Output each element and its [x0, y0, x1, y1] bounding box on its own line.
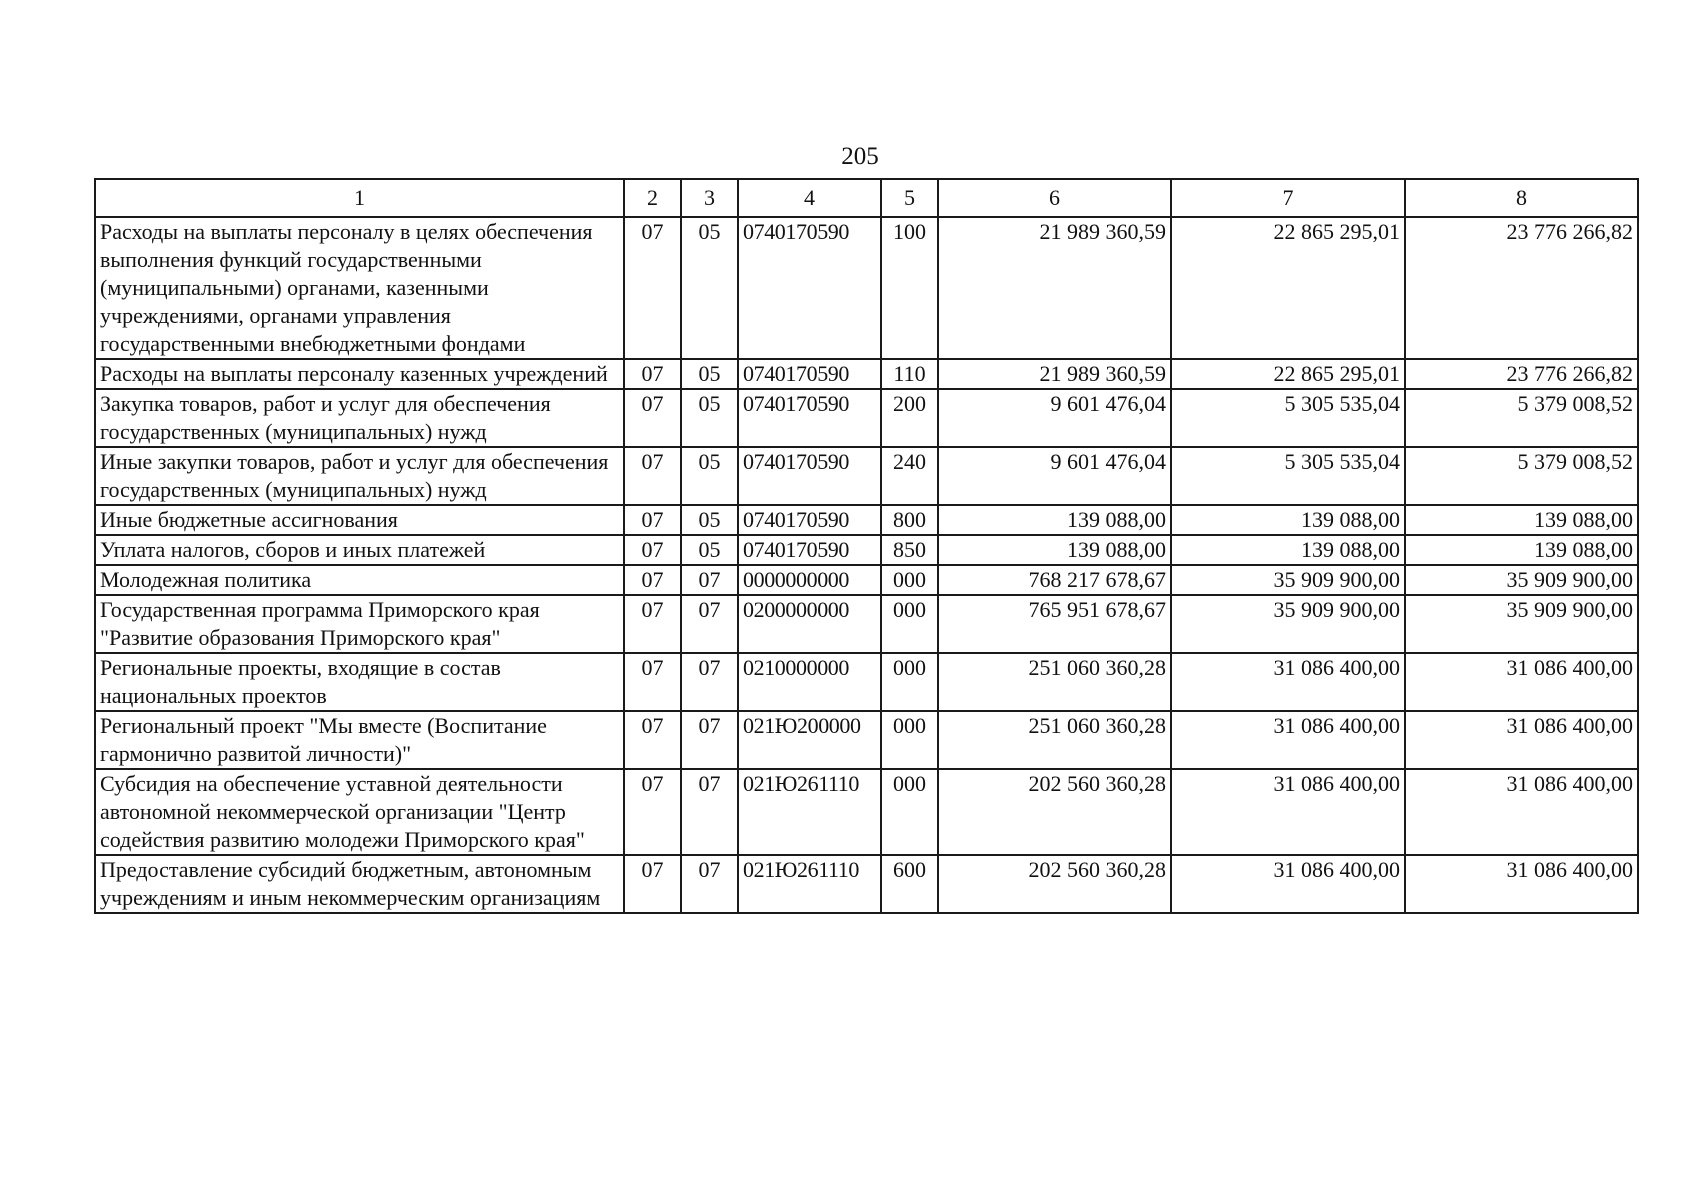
- section-code: 07: [624, 653, 681, 711]
- row-name: Государственная программа Приморского края "Развитие образования Приморского края": [95, 595, 624, 653]
- subsection-code: 05: [681, 535, 738, 565]
- amount-col-8: 5 379 008,52: [1405, 389, 1638, 447]
- expense-type-code: 000: [881, 595, 938, 653]
- expense-type-code: 000: [881, 769, 938, 855]
- row-name: Расходы на выплаты персоналу в целях обеспечения выполнения функций государственными (муниципальными) органами, казенными учреждениями, органами управления государственными внебюджетными фондами: [95, 217, 624, 359]
- section-code: 07: [624, 389, 681, 447]
- expense-type-code: 200: [881, 389, 938, 447]
- subsection-code: 07: [681, 855, 738, 913]
- expense-type-code: 110: [881, 359, 938, 389]
- target-code: 0740170590: [738, 505, 881, 535]
- column-header-8: 8: [1405, 179, 1638, 217]
- amount-col-8: 35 909 900,00: [1405, 595, 1638, 653]
- amount-col-8: 5 379 008,52: [1405, 447, 1638, 505]
- amount-col-8: 31 086 400,00: [1405, 769, 1638, 855]
- target-code: 0740170590: [738, 359, 881, 389]
- table-row: [95, 855, 1638, 913]
- amount-col-8: 31 086 400,00: [1405, 711, 1638, 769]
- amount-col-7: 139 088,00: [1171, 505, 1405, 535]
- target-code: 0210000000: [738, 653, 881, 711]
- section-code: 07: [624, 855, 681, 913]
- amount-col-6: 765 951 678,67: [938, 595, 1171, 653]
- subsection-code: 05: [681, 447, 738, 505]
- target-code: 0740170590: [738, 389, 881, 447]
- amount-col-6: 21 989 360,59: [938, 359, 1171, 389]
- table-row: [95, 359, 1638, 389]
- row-name: Молодежная политика: [95, 565, 624, 595]
- target-code: 0740170590: [738, 217, 881, 359]
- expense-type-code: 850: [881, 535, 938, 565]
- amount-col-6: 251 060 360,28: [938, 653, 1171, 711]
- target-code: 021Ю261110: [738, 769, 881, 855]
- table-row: [95, 595, 1638, 653]
- expense-type-code: 100: [881, 217, 938, 359]
- amount-col-8: 31 086 400,00: [1405, 855, 1638, 913]
- section-code: 07: [624, 595, 681, 653]
- table-row: [95, 505, 1638, 535]
- amount-col-8: 23 776 266,82: [1405, 217, 1638, 359]
- expense-type-code: 000: [881, 711, 938, 769]
- column-header-4: 4: [738, 179, 881, 217]
- amount-col-6: 139 088,00: [938, 535, 1171, 565]
- expense-type-code: 000: [881, 565, 938, 595]
- column-header-7: 7: [1171, 179, 1405, 217]
- section-code: 07: [624, 711, 681, 769]
- table-row: [95, 711, 1638, 769]
- row-name: Иные бюджетные ассигнования: [95, 505, 624, 535]
- target-code: 0740170590: [738, 535, 881, 565]
- amount-col-6: 768 217 678,67: [938, 565, 1171, 595]
- row-name: Региональные проекты, входящие в состав национальных проектов: [95, 653, 624, 711]
- amount-col-8: 23 776 266,82: [1405, 359, 1638, 389]
- expense-type-code: 240: [881, 447, 938, 505]
- amount-col-7: 31 086 400,00: [1171, 769, 1405, 855]
- expense-type-code: 600: [881, 855, 938, 913]
- amount-col-7: 31 086 400,00: [1171, 711, 1405, 769]
- table-row: [95, 447, 1638, 505]
- amount-col-7: 35 909 900,00: [1171, 565, 1405, 595]
- amount-col-8: 139 088,00: [1405, 535, 1638, 565]
- amount-col-8: 31 086 400,00: [1405, 653, 1638, 711]
- row-name: Расходы на выплаты персоналу казенных учреждений: [95, 359, 624, 389]
- section-code: 07: [624, 565, 681, 595]
- table-row: [95, 565, 1638, 595]
- column-header-2: 2: [624, 179, 681, 217]
- column-header-3: 3: [681, 179, 738, 217]
- section-code: 07: [624, 535, 681, 565]
- budget-table: [94, 178, 1639, 914]
- table-row: [95, 535, 1638, 565]
- subsection-code: 07: [681, 565, 738, 595]
- amount-col-8: 139 088,00: [1405, 505, 1638, 535]
- row-name: Иные закупки товаров, работ и услуг для обеспечения государственных (муниципальных) нужд: [95, 447, 624, 505]
- amount-col-6: 202 560 360,28: [938, 769, 1171, 855]
- amount-col-6: 139 088,00: [938, 505, 1171, 535]
- target-code: 0000000000: [738, 565, 881, 595]
- subsection-code: 05: [681, 505, 738, 535]
- table-row: [95, 389, 1638, 447]
- column-header-5: 5: [881, 179, 938, 217]
- subsection-code: 07: [681, 653, 738, 711]
- table-row: [95, 217, 1638, 359]
- subsection-code: 07: [681, 769, 738, 855]
- amount-col-6: 21 989 360,59: [938, 217, 1171, 359]
- amount-col-7: 22 865 295,01: [1171, 359, 1405, 389]
- expense-type-code: 000: [881, 653, 938, 711]
- row-name: Закупка товаров, работ и услуг для обеспечения государственных (муниципальных) нужд: [95, 389, 624, 447]
- table-row: [95, 769, 1638, 855]
- amount-col-6: 202 560 360,28: [938, 855, 1171, 913]
- column-header-6: 6: [938, 179, 1171, 217]
- target-code: 0200000000: [738, 595, 881, 653]
- row-name: Предоставление субсидий бюджетным, автономным учреждениям и иным некоммерческим организациям: [95, 855, 624, 913]
- target-code: 021Ю261110: [738, 855, 881, 913]
- subsection-code: 05: [681, 389, 738, 447]
- section-code: 07: [624, 769, 681, 855]
- amount-col-6: 251 060 360,28: [938, 711, 1171, 769]
- amount-col-6: 9 601 476,04: [938, 389, 1171, 447]
- table-row: [95, 653, 1638, 711]
- amount-col-8: 35 909 900,00: [1405, 565, 1638, 595]
- amount-col-7: 5 305 535,04: [1171, 447, 1405, 505]
- section-code: 07: [624, 359, 681, 389]
- section-code: 07: [624, 447, 681, 505]
- expense-type-code: 800: [881, 505, 938, 535]
- amount-col-7: 5 305 535,04: [1171, 389, 1405, 447]
- target-code: 021Ю200000: [738, 711, 881, 769]
- row-name: Региональный проект "Мы вместе (Воспитание гармонично развитой личности)": [95, 711, 624, 769]
- column-header-1: 1: [95, 179, 624, 217]
- row-name: Субсидия на обеспечение уставной деятельности автономной некоммерческой организации "Центр содействия развитию молодежи Приморского края": [95, 769, 624, 855]
- subsection-code: 05: [681, 359, 738, 389]
- amount-col-7: 31 086 400,00: [1171, 855, 1405, 913]
- amount-col-7: 31 086 400,00: [1171, 653, 1405, 711]
- row-name: Уплата налогов, сборов и иных платежей: [95, 535, 624, 565]
- section-code: 07: [624, 217, 681, 359]
- section-code: 07: [624, 505, 681, 535]
- subsection-code: 07: [681, 595, 738, 653]
- amount-col-6: 9 601 476,04: [938, 447, 1171, 505]
- amount-col-7: 22 865 295,01: [1171, 217, 1405, 359]
- amount-col-7: 139 088,00: [1171, 535, 1405, 565]
- amount-col-7: 35 909 900,00: [1171, 595, 1405, 653]
- header-row: [95, 179, 1638, 217]
- page-number: 205: [841, 143, 879, 170]
- target-code: 0740170590: [738, 447, 881, 505]
- subsection-code: 07: [681, 711, 738, 769]
- subsection-code: 05: [681, 217, 738, 359]
